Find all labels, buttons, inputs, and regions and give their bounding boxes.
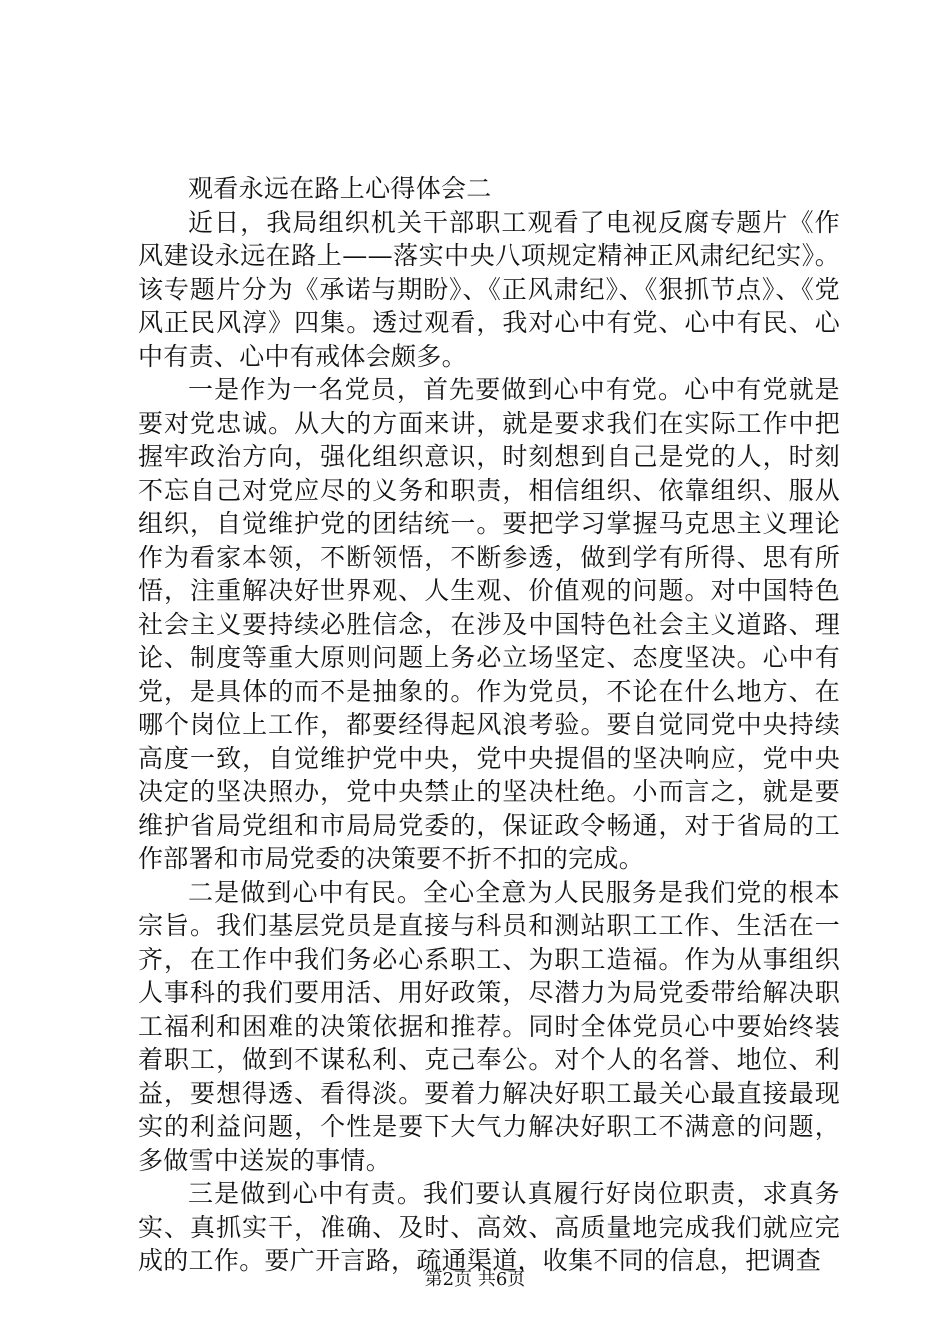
- page-number-footer: 第2页 共6页: [424, 1269, 526, 1290]
- paragraph-heart-with-party: 一是作为一名党员，首先要做到心中有党。心中有党就是要对党忠诚。从大的方面来讲，就是要求我们在实际工作中把握牢政治方向，强化组织意识，时刻想到自己是党的人，时刻不忘自己对党应尽的义务和职责，相信组织、依靠组织、服从组织，自觉维护党的团结统一。要把学习掌握马克思主义理论作为看家本领，不断领悟，不断参透，做到学有所得、思有所悟，注重解决好世界观、人生观、价值观的问题。对中国特色社会主义要持续必胜信念，在涉及中国特色社会主义道路、理论、制度等重大原则问题上务必立场坚定、态度坚决。心中有党，是具体的而不是抽象的。作为党员，不论在什么地方、在哪个岗位上工作，都要经得起风浪考验。要自觉同党中央持续高度一致，自觉维护党中央，党中央提倡的坚决响应，党中央决定的坚决照办，党中央禁止的坚决杜绝。小而言之，就是要维护省局党组和市局局党委的，保证政令畅通，对于省局的工作部署和市局党委的决策要不折不扣的完成。: [138, 375, 840, 873]
- paragraph-heart-with-people: 二是做到心中有民。全心全意为人民服务是我们党的根本宗旨。我们基层党员是直接与科员和测站职工工作、生活在一齐，在工作中我们务必心系职工、为职工造福。作为从事组织人事科的我们要用活、用好政策，尽潜力为局党委带给解决职工福利和困难的决策依据和推荐。同时全体党员心中要始终装着职工，做到不谋私利、克己奉公。对个人的名誉、地位、利益，要想得透、看得淡。要着力解决好职工最关心最直接最现实的利益问题，个性是要下大气力解决好职工不满意的问题，多做雪中送炭的事情。: [138, 877, 840, 1175]
- document-title: 观看永远在路上心得体会二: [188, 174, 492, 203]
- document-body: [138, 172, 840, 1278]
- paragraph-heart-with-responsibility: 三是做到心中有责。我们要认真履行好岗位职责，求真务实、真抓实干，准确、及时、高效、高质量地完成我们就应完成的工作。要广开言路，疏通渠道，收集不同的信息，把调查: [138, 1179, 840, 1275]
- paragraph-intro: 近日，我局组织机关干部职工观看了电视反腐专题片《作风建设永远在路上——落实中央八项规定精神正风肃纪纪实》。该专题片分为《承诺与期盼》、《正风肃纪》、《狠抓节点》、《党风正民风淳》四集。透过观看，我对心中有党、心中有民、心中有责、心中有戒体会颇多。: [138, 207, 840, 371]
